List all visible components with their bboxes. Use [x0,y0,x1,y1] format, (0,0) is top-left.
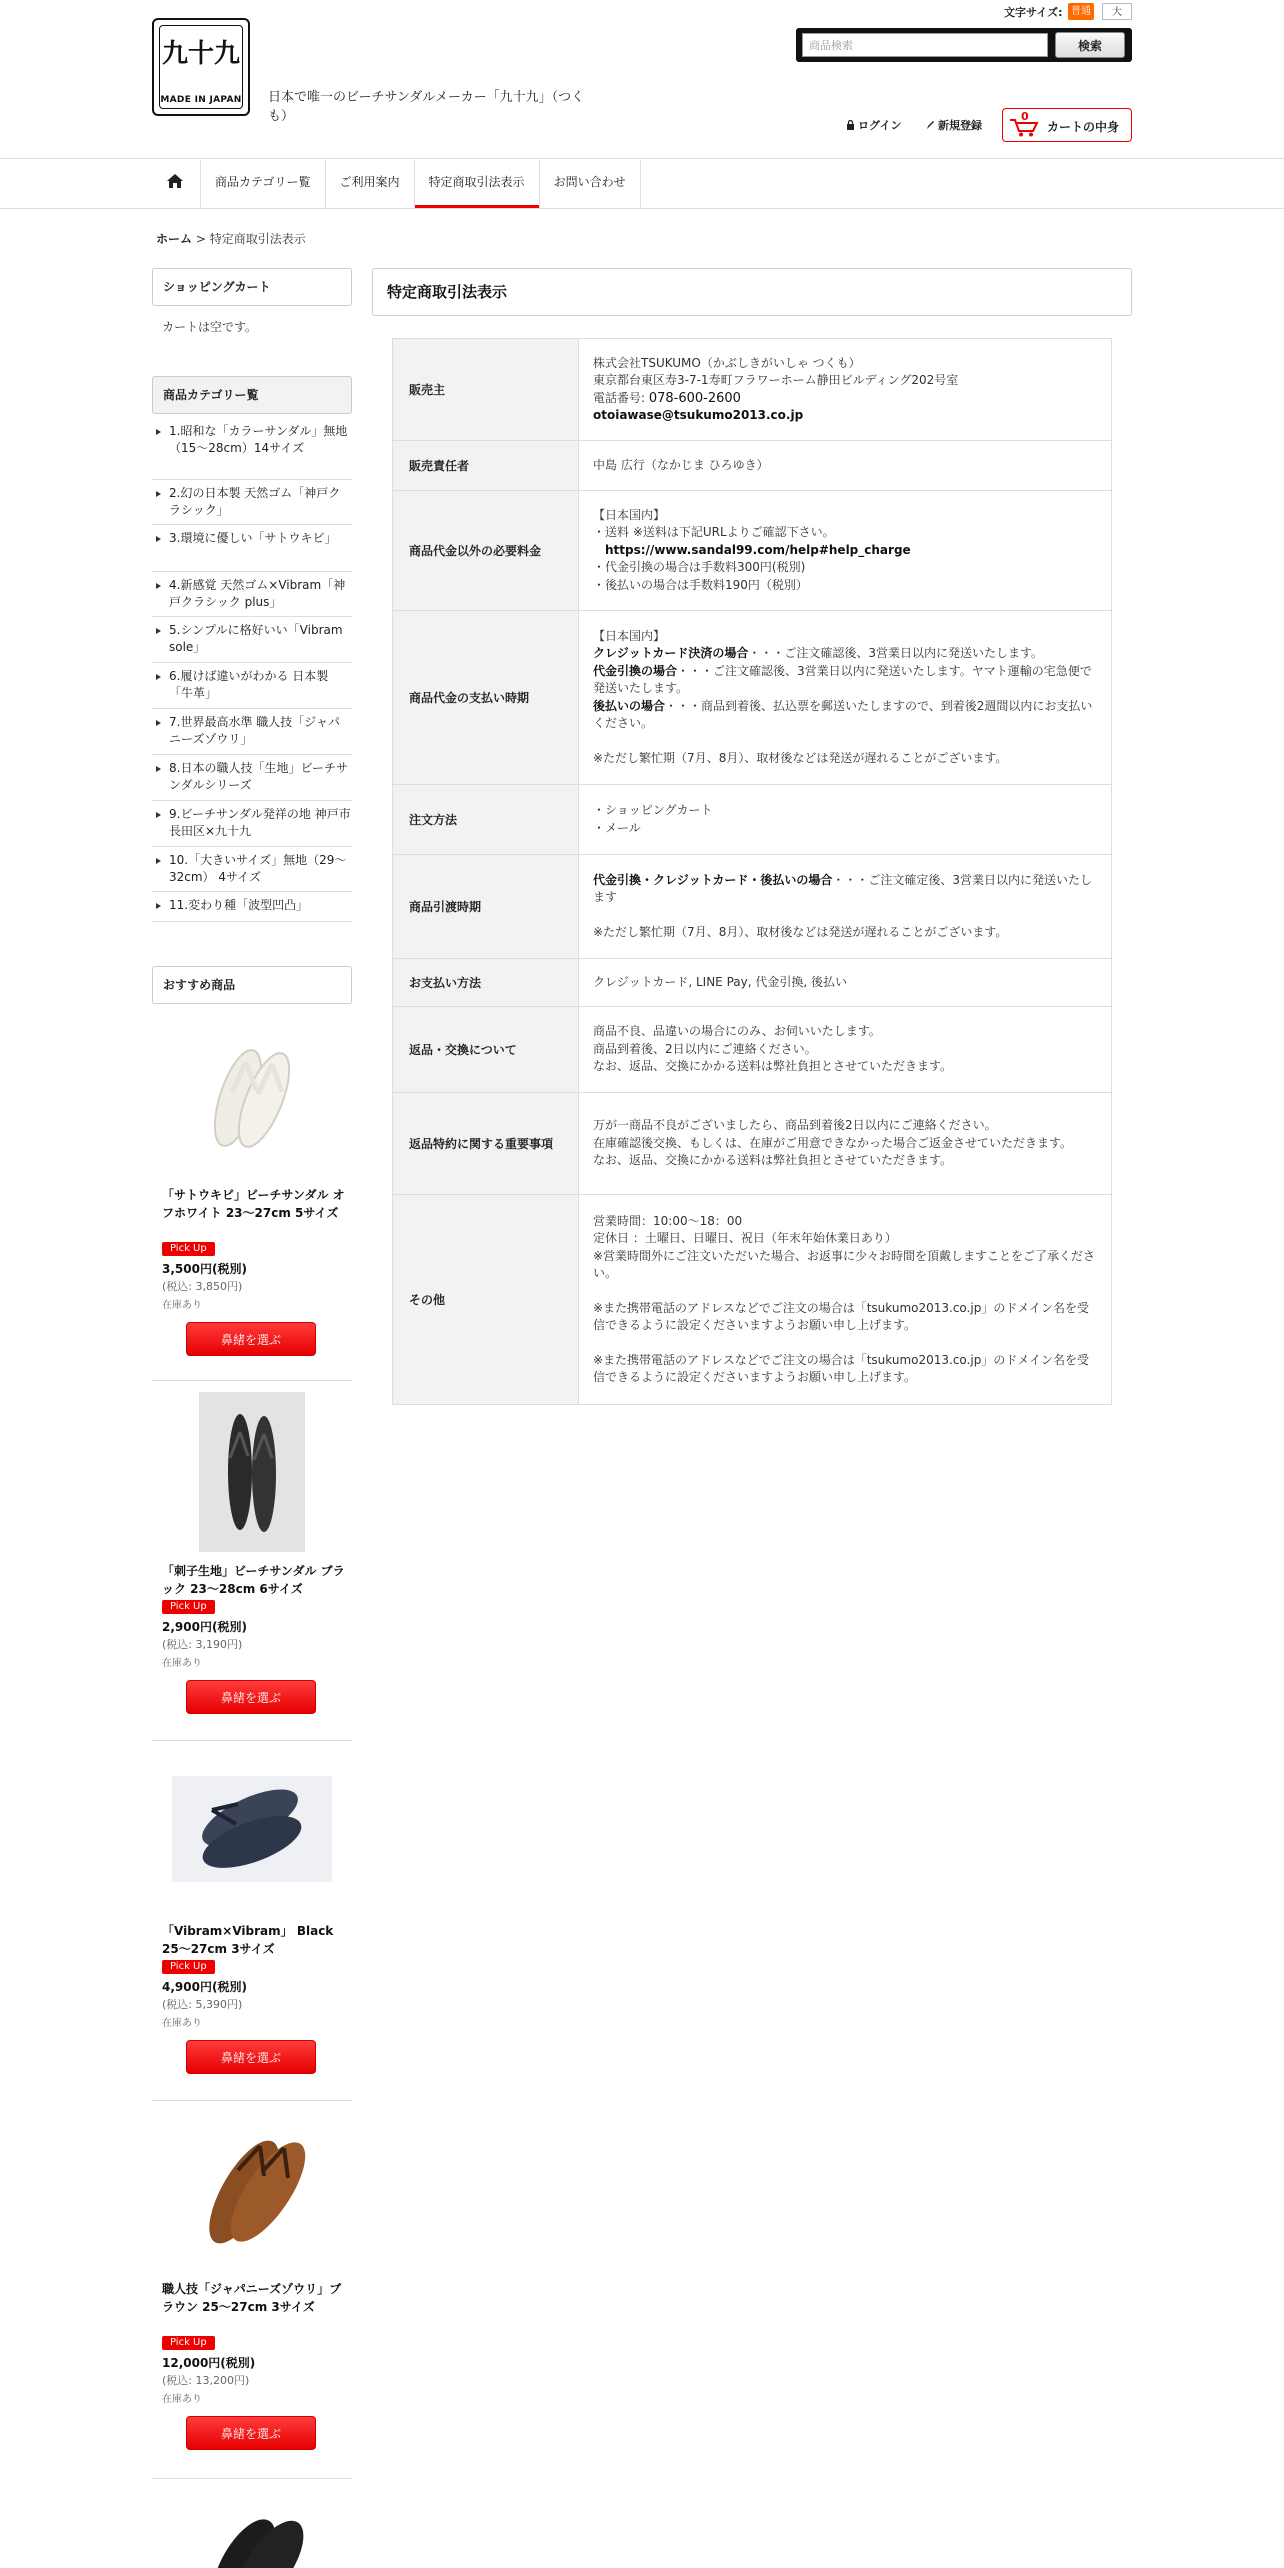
select-strap-button[interactable]: 鼻緒を選ぶ [186,1322,316,1356]
product-divider [152,1740,352,1741]
seller-email[interactable]: otoiawase@tsukumo2013.co.jp [593,408,804,422]
breadcrumb-home[interactable]: ホーム [156,232,193,246]
seller-phone: 電話番号: 078-600-2600 [593,390,741,406]
product-price: 3,500円(税別) [162,1262,247,1276]
product-name[interactable]: 「Vibram×Vibram」 Black 25〜27cm 3サイズ [162,1924,334,1956]
row-label: 商品引渡時期 [393,855,579,959]
product-divider [152,2100,352,2101]
row-value: 中島 広行（なかじま ひろゆき） [579,441,1112,491]
return-terms-line: なお、返品、交換にかかる送料は弊社負担とさせていただきます。 [593,1153,953,1168]
nav-categories[interactable]: 商品カテゴリー覧 [201,160,326,208]
product-image[interactable] [152,2112,352,2272]
product-image[interactable] [152,1016,352,1176]
returns-line: なお、返品、交換にかかる送料は弊社負担とさせていただきます。 [593,1059,953,1074]
breadcrumb [156,230,306,247]
login-link[interactable] [846,117,901,133]
search-button[interactable]: 検索 [1055,32,1125,58]
stock-status: 在庫あり [162,2394,202,2405]
category-item[interactable]: 7.世界最高水準 職人技「ジャパニーズゾウリ」 [152,709,352,755]
row-value [579,1093,1112,1195]
product-price: 4,900円(税別) [162,1980,247,1994]
seller-name: 株式会社TSUKUMO（かぶしきがいしゃ つくも） [593,355,861,370]
recommended-product [152,2490,352,2568]
pickup-badge: Pick Up [162,1242,215,1256]
row-label: 返品特約に関する重要事項 [393,1093,579,1195]
payment-timing-line: 【日本国内】 [593,628,666,643]
recommended-product [152,1742,352,2102]
row-label: 注文方法 [393,785,579,855]
register-link[interactable] [926,117,982,133]
select-strap-button[interactable]: 鼻緒を選ぶ [186,2416,316,2450]
legal-info-table [392,338,1112,1405]
row-value [579,1007,1112,1093]
nav-guide[interactable]: ご利用案内 [326,160,415,208]
fees-line: ・送料 ※送料は下記URLよりご確認下さい。 [593,525,835,540]
product-tax-price: (税込: 13,200円) [162,2374,250,2387]
font-size-label: 文字サイズ: [1004,6,1063,19]
category-list [152,418,352,922]
nav-divider-bottom [0,208,1284,209]
other-line: ※また携帯電話のアドレスなどでご注文の場合は「tsukumo2013.co.jp」のドメイン名を受信できるように設定くださいますようお願い申し上げます。 [593,1300,1089,1332]
product-name[interactable]: 「サトウキビ」ビーチサンダル オフホワイト 23〜27cm 5サイズ [162,1188,345,1220]
register-label: 新規登録 [938,119,982,132]
breadcrumb-separator: > [192,232,210,246]
font-size-large-button[interactable]: 大 [1102,3,1132,20]
row-label: 商品代金の支払い時期 [393,611,579,785]
product-name[interactable]: 「刺子生地」ビーチサンダル ブラック 23〜28cm 6サイズ [162,1564,345,1596]
row-label: 返品・交換について [393,1007,579,1093]
table-row [393,441,1112,491]
return-terms-line: 万が一商品不良がございましたら、商品到着後2日以内にご連絡ください。 [593,1118,997,1133]
logo-kanji: 九十九 [161,39,240,69]
pencil-icon [926,120,935,130]
product-price: 12,000円(税別) [162,2356,256,2370]
product-tax-price: (税込: 5,390円) [162,1998,243,2011]
logo-made-in-japan: MADE IN JAPAN [160,95,242,105]
row-label: お支払い方法 [393,959,579,1007]
category-item[interactable]: 4.新感覚 天然ゴム×Vibram「神戸クラシック plus」 [152,572,352,617]
seller-address: 東京都台東区寿3-7-1寿町フラワーホーム静田ビルディング202号室 [593,373,959,387]
cart-widget-title: ショッピングカート [152,268,352,306]
order-method: ・メール [593,820,641,835]
delivery-line: 代金引換・クレジットカード・後払いの場合・・・ご注文確定後、3営業日以内に発送いたします [593,872,1092,905]
select-strap-button[interactable]: 鼻緒を選ぶ [186,1680,316,1714]
site-logo[interactable] [152,18,250,116]
category-widget-title: 商品カテゴリー覧 [152,376,352,414]
category-item[interactable]: 10.「大きいサイズ」無地（29〜32cm） 4サイズ [152,847,352,892]
stock-status: 在庫あり [162,1658,202,1669]
product-price: 2,900円(税別) [162,1620,247,1634]
table-row [393,491,1112,611]
pickup-badge: Pick Up [162,1960,215,1974]
table-row [393,1007,1112,1093]
pickup-badge: Pick Up [162,1600,215,1614]
search-bar [796,28,1132,62]
fees-line: 【日本国内】 [593,507,666,522]
product-image[interactable] [152,1752,352,1912]
row-value [579,855,1112,959]
fees-line: ・代金引換の場合は手数料300円(税別) [593,560,806,575]
row-label: 商品代金以外の必要料金 [393,491,579,611]
nav-home[interactable] [152,160,201,208]
stock-status: 在庫あり [162,2018,202,2029]
recommended-product [152,1010,352,1382]
recommended-product [152,1382,352,1742]
cart-label: カートの中身 [1047,120,1120,134]
breadcrumb-current: 特定商取引法表示 [209,232,306,246]
other-line: ※また携帯電話のアドレスなどでご注文の場合は「tsukumo2013.co.jp」のドメイン名を受信できるように設定くださいますようお願い申し上げます。 [593,1352,1089,1384]
category-item[interactable]: 11.変わり種「波型凹凸」 [152,892,352,922]
return-terms-line: 在庫確認後交換、もしくは、在庫がご用意できなかった場合ご返金させていただきます。 [593,1135,1073,1150]
product-name[interactable]: 職人技「ジャパニーズゾウリ」ブラウン 25〜27cm 3サイズ [162,2282,342,2314]
nav-legal[interactable]: 特定商取引法表示 [415,160,540,208]
cart-empty-text: カートは空です。 [162,320,258,334]
category-item[interactable]: 9.ビーチサンダル発祥の地 神戸市長田区×九十九 [152,801,352,847]
returns-line: 商品不良、品違いの場合にのみ、お伺いいたします。 [593,1024,881,1039]
product-image[interactable] [152,2504,352,2568]
row-value [579,785,1112,855]
table-row [393,611,1112,785]
other-line: 定休日 ：土曜日、日曜日、祝日（年末年始休業日あり） [593,1231,897,1245]
product-divider [152,2478,352,2479]
table-row [393,1093,1112,1195]
delivery-note: ※ただし繁忙期（7月、8月）、取材後などは発送が遅れることがございます。 [593,924,1008,939]
row-label: その他 [393,1195,579,1405]
pickup-badge: Pick Up [162,2336,215,2350]
recommend-widget-title: おすすめ商品 [152,966,352,1004]
product-divider [152,1380,352,1381]
fees-line: ・後払いの場合は手数料190円（税別） [593,577,808,592]
row-value: クレジットカード, LINE Pay, 代金引換, 後払い [579,959,1112,1007]
nav-divider-top [0,158,1284,159]
cart-button[interactable] [1002,108,1132,142]
row-value [579,611,1112,785]
table-row [393,855,1112,959]
category-item[interactable]: 1.昭和な「カラーサンダル」無地（15〜28cm）14サイズ [152,418,352,480]
table-row [393,959,1112,1007]
search-input[interactable] [802,33,1048,57]
page-title: 特定商取引法表示 [372,268,1132,316]
returns-line: 商品到着後、2日以内にご連絡ください。 [593,1041,817,1056]
category-item[interactable]: 2.幻の日本製 天然ゴム「神戸クラシック」 [152,480,352,525]
cart-count: 0 [1021,110,1029,123]
site-tagline: 日本で唯一のビーチサンダルメーカー「九十九」（つくも） [268,90,585,124]
nav-contact[interactable]: お問い合わせ [540,160,641,208]
order-method: ・ショッピングカート [593,803,713,817]
payment-timing-note: ※ただし繁忙期（7月、8月）、取材後などは発送が遅れることがございます。 [593,750,1008,765]
category-item[interactable]: 8.日本の職人技「生地」ビーチサンダルシリーズ [152,755,352,801]
product-image[interactable] [152,1392,352,1552]
product-tax-price: (税込: 3,850円) [162,1280,243,1293]
global-nav [152,160,641,208]
row-value [579,1195,1112,1405]
other-line: ※営業時間外にご注文いただいた場合、お返事に少々お時間を頂戴しますことをご了承ください。 [593,1248,1096,1280]
login-label: ログイン [858,119,902,132]
table-row [393,339,1112,441]
row-value [579,339,1112,441]
category-item[interactable]: 6.履けば違いがわかる 日本製「牛革」 [152,663,352,709]
table-row [393,785,1112,855]
product-tax-price: (税込: 3,190円) [162,1638,243,1651]
payment-timing-line: クレジットカード決済の場合・・・ご注文確認後、3営業日以内に発送いたします。 [593,646,1044,661]
font-size-normal-button[interactable]: 普通 [1068,3,1094,20]
recommended-product [152,2102,352,2482]
lock-icon [846,120,855,130]
select-strap-button[interactable]: 鼻緒を選ぶ [186,2040,316,2074]
row-label: 販売主 [393,339,579,441]
shipping-fee-link[interactable]: https://www.sandal99.com/help#help_charge [605,542,911,557]
row-label: 販売責任者 [393,441,579,491]
category-item[interactable]: 5.シンプルに格好いい「Vibram sole」 [152,617,352,663]
other-line: 営業時間：10:00〜18：00 [593,1213,743,1228]
row-value [579,491,1112,611]
stock-status: 在庫あり [162,1300,202,1311]
payment-timing-line: 代金引換の場合・・・ご注文確認後、3営業日以内に発送いたします。ヤマト運輸の宅急便で発送いたします。 [593,663,1092,696]
payment-timing-line: 後払いの場合・・・商品到着後、払込票を郵送いたしますので、到着後2週間以内にお支払いください。 [593,698,1093,731]
table-row [393,1195,1112,1405]
home-icon [166,173,184,189]
category-item[interactable]: 3.環境に優しい「サトウキビ」 [152,525,352,572]
